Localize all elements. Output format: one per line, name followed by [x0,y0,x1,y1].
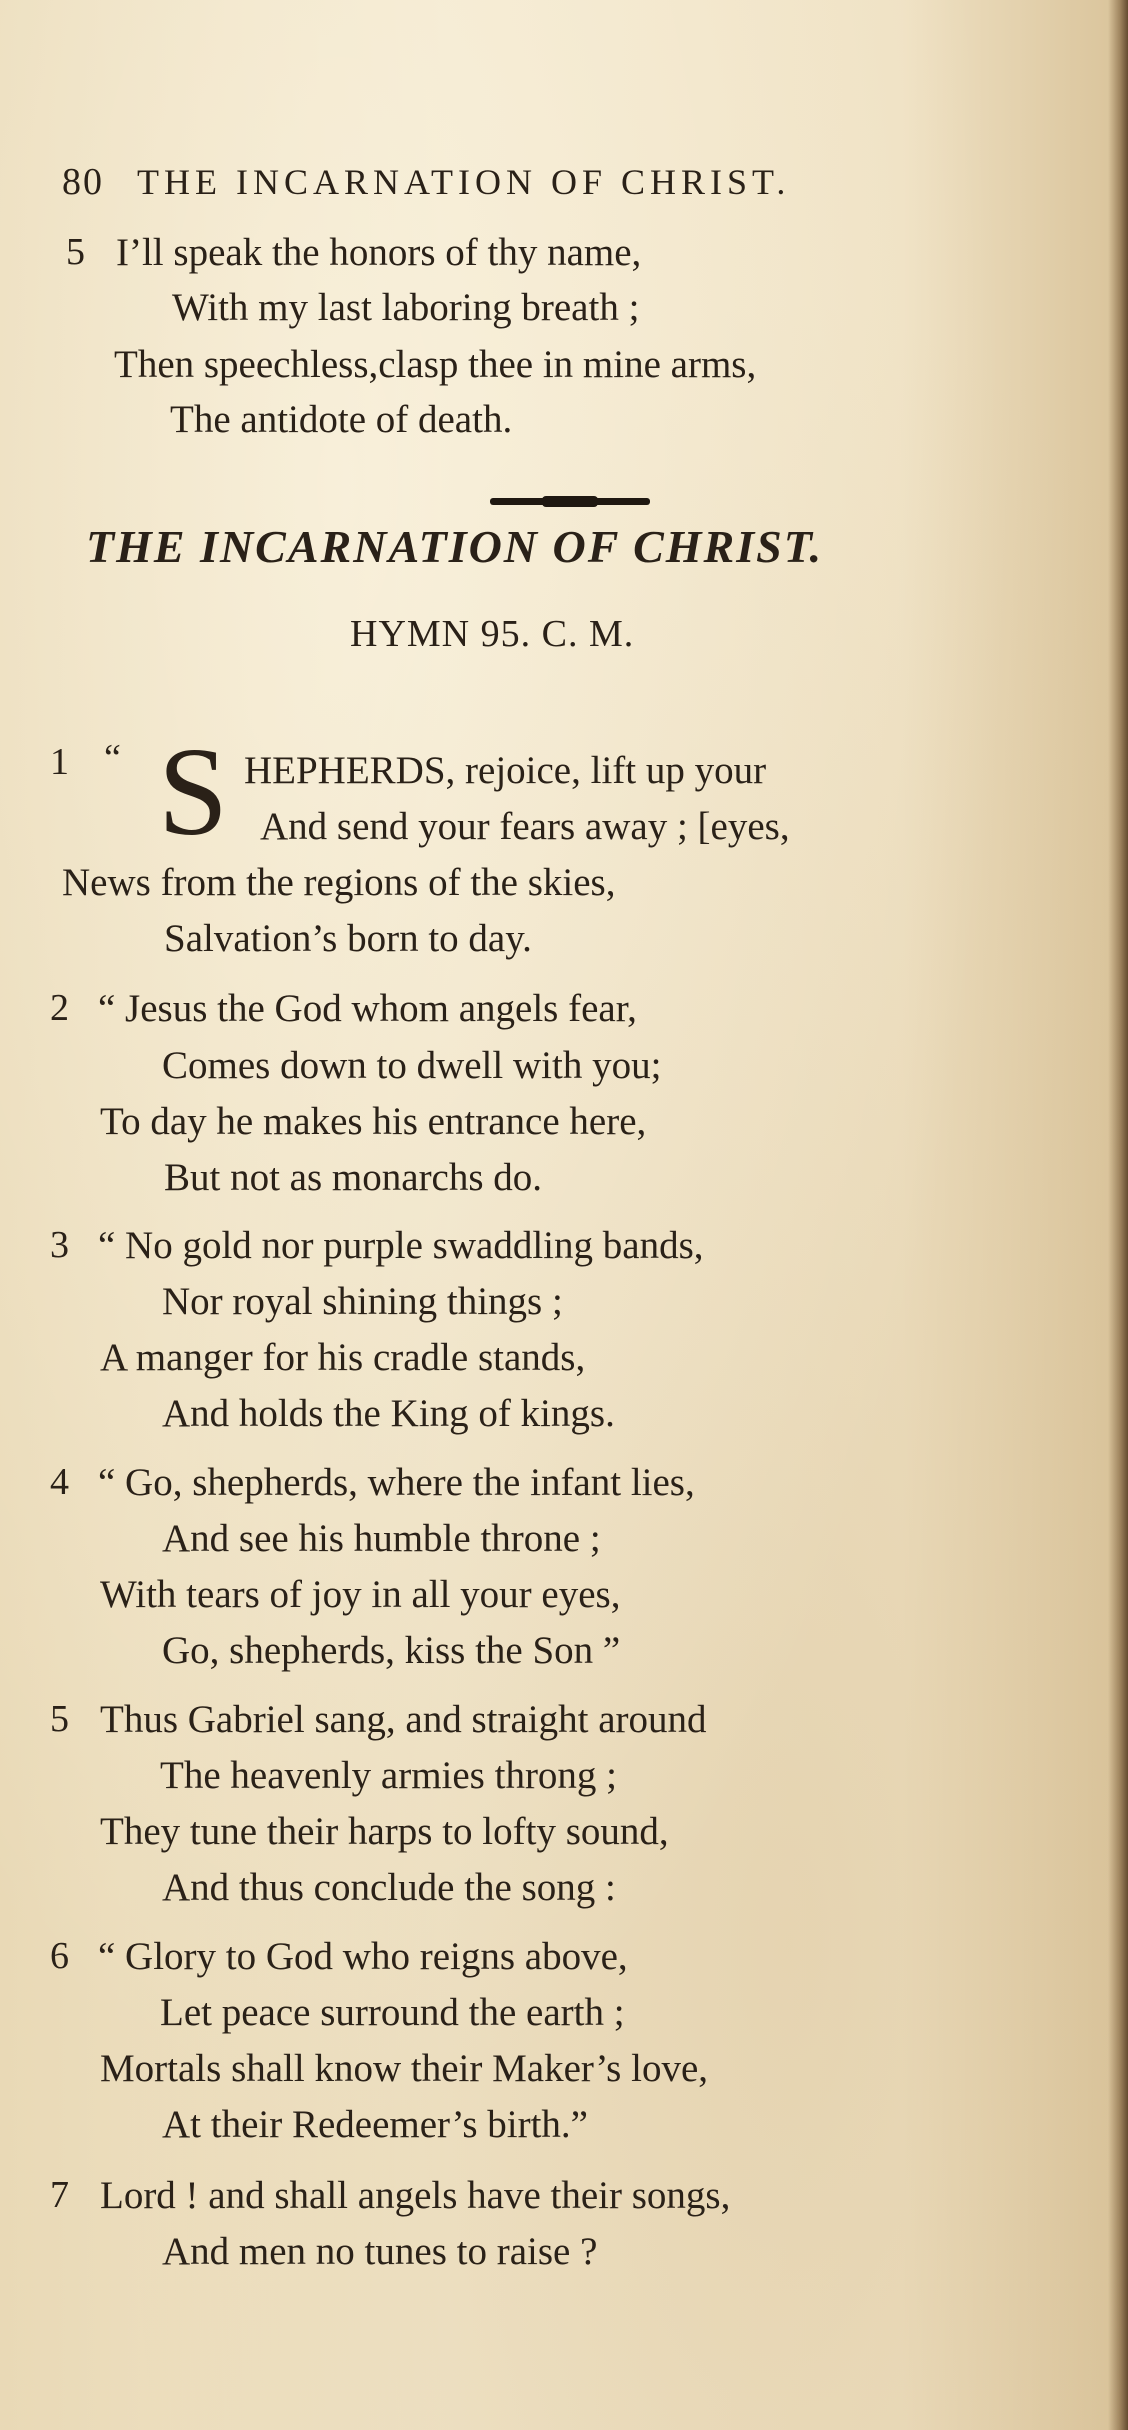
verse-line: I’ll speak the honors of thy name, [116,231,642,274]
verse-line: “ Go, shepherds, where the infant lies, [98,1461,695,1504]
stanza-number: 2 [50,987,69,1029]
verse-line: Then speechless,clasp thee in mine arms, [114,343,757,386]
drop-cap: S [158,723,229,862]
verse-line: A manger for his cradle stands, [100,1336,586,1379]
opening-quote: “ [104,737,121,779]
verse-line: With my last laboring breath ; [172,286,640,329]
verse-line: But not as monarchs do. [164,1156,543,1199]
verse-line: With tears of joy in all your eyes, [100,1573,621,1616]
verse-line: And send your fears away ; [eyes, [260,805,790,848]
verse-line: News from the regions of the skies, [62,861,616,904]
verse-line: “ Glory to God who reigns above, [98,1935,628,1978]
stanza-number: 5 [66,231,85,273]
verse-line: “ Jesus the God whom angels fear, [98,987,637,1030]
running-title: THE INCARNATION OF CHRIST. [137,162,791,202]
hymn-title: THE INCARNATION OF CHRIST. [86,521,824,572]
stanza-number: 4 [50,1461,69,1503]
page-edge [1108,0,1128,2430]
verse-line: The antidote of death. [170,398,513,441]
hymn-heading: HYMN 95. C. M. [350,613,635,655]
verse-line: Go, shepherds, kiss the Son ” [162,1629,621,1672]
verse-line: Lord ! and shall angels have their songs, [100,2174,731,2217]
verse-line: Mortals shall know their Maker’s love, [100,2047,709,2090]
verse-line: To day he makes his entrance here, [100,1100,647,1143]
verse-line: “ No gold nor purple swaddling bands, [98,1224,704,1267]
stanza-number: 7 [50,2174,69,2216]
verse-line: They tune their harps to lofty sound, [100,1810,669,1853]
verse-line: The heavenly armies throng ; [160,1754,618,1797]
verse-line: And men no tunes to raise ? [162,2230,598,2273]
verse-line: Let peace surround the earth ; [160,1991,625,2034]
stanza-number: 6 [50,1935,69,1977]
running-header [62,160,1012,204]
stanza-number: 3 [50,1224,69,1266]
stanza-number: 1 [50,741,69,783]
page-number: 80 [62,161,104,203]
section-rule [490,498,650,505]
verse-line: Nor royal shining things ; [162,1280,563,1323]
verse-line: And see his humble throne ; [162,1517,601,1560]
verse-line: Salvation’s born to day. [164,917,532,960]
verse-line: And holds the King of kings. [162,1392,615,1435]
stanza-number: 5 [50,1698,69,1740]
verse-line: And thus conclude the song : [162,1866,616,1909]
verse-line: At their Redeemer’s birth.” [162,2103,588,2146]
verse-line: HEPHERDS, rejoice, lift up your [244,749,767,792]
verse-line: Comes down to dwell with you; [162,1044,662,1087]
verse-line: Thus Gabriel sang, and straight around [100,1698,707,1741]
